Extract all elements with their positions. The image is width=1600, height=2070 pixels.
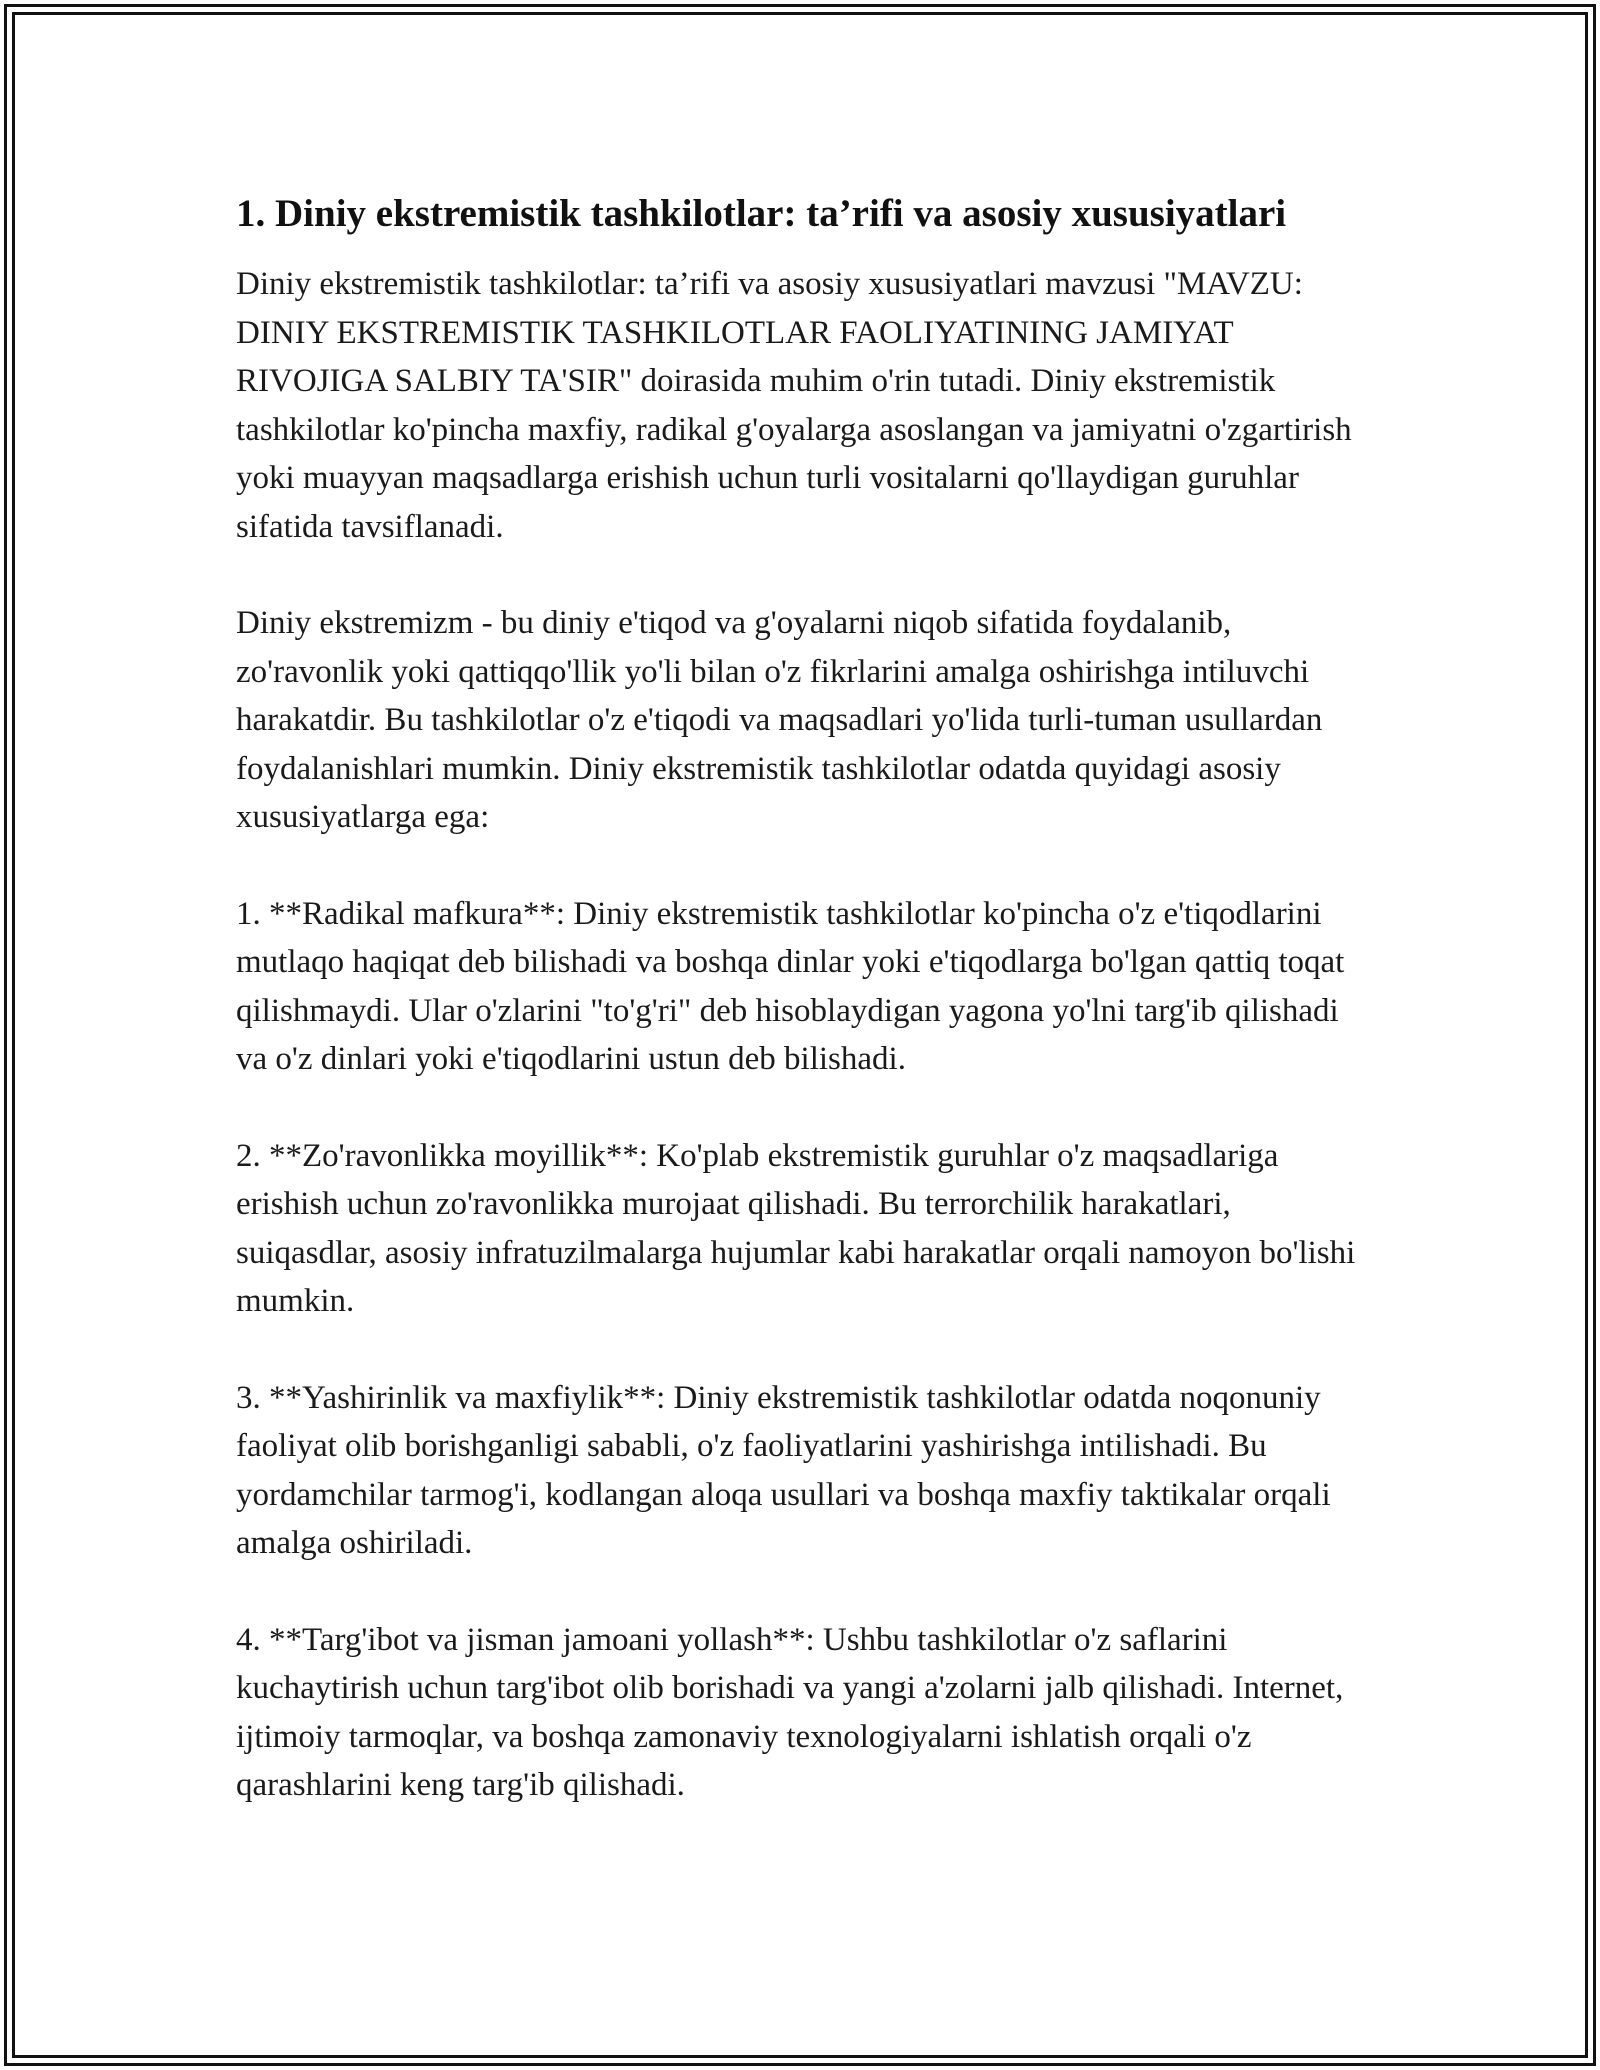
section-heading: 1. Diniy ekstremistik tashkilotlar: ta’rifi va asosiy xususiyatlari xyxy=(236,192,1287,235)
paragraph-item-2: 2. **Zo'ravonlikka moyillik**: Ko'plab ekstremistik guruhlar o'z maqsadlariga erishish uchun zo'ravonlikka murojaat qilishadi. Bu terrorchilik harakatlari, suiqasdlar, asosiy infratuzilmalarga hujumlar kabi harakatlar orqali namoyon bo'lishi mumkin. xyxy=(236,1137,1356,1319)
document-body xyxy=(236,188,1376,1858)
paragraph-item-1: 1. **Radikal mafkura**: Diniy ekstremistik tashkilotlar ko'pincha o'z e'tiqodlarini mutlaqo haqiqat deb bilishadi va boshqa dinlar yoki e'tiqodlarga bo'lgan qattiq toqat qilishmaydi. Ular o'zlarini "to'g'ri" deb hisoblaydigan yagona yo'lni targ'ib qilishadi va o'z dinlari yoki e'tiqodlarini ustun deb bilishadi. xyxy=(236,895,1345,1077)
paragraph-item-4: 4. **Targ'ibot va jisman jamoani yollash**: Ushbu tashkilotlar o'z saflarini kuchaytirish uchun targ'ibot olib borishadi va yangi a'zolarni jalb qilishadi. Internet, ijtimoiy tarmoqlar, va boshqa zamonaviy texnologiyalarni ishlatish orqali o'z qarashlarini keng targ'ib qilishadi. xyxy=(236,1621,1344,1803)
paragraph-item-3: 3. **Yashirinlik va maxfiylik**: Diniy ekstremistik tashkilotlar odatda noqonuniy faoliyat olib borishganligi sababli, o'z faoliyatlarini yashirishga intilishadi. Bu yordamchilar tarmog'i, kodlangan aloqa usullari va boshqa maxfiy taktikalar orqali amalga oshiriladi. xyxy=(236,1379,1331,1561)
paragraph-definition: Diniy ekstremizm - bu diniy e'tiqod va g'oyalarni niqob sifatida foydalanib, zo'ravonlik yoki qattiqqo'llik yo'li bilan o'z fikrlarini amalga oshirishga intiluvchi harakatdir. Bu tashkilotlar o'z e'tiqodi va maqsadlari yo'lida turli-tuman usullardan foydalanishlari mumkin. Diniy ekstremistik tashkilotlar odatda quyidagi asosiy xususiyatlarga ega: xyxy=(236,605,1323,835)
paragraph-intro: Diniy ekstremistik tashkilotlar: ta’rifi va asosiy xususiyatlari mavzusi "MAVZU: DINIY EKSTREMISTIK TASHKILOTLAR FAOLIYATINING JAMIYAT RIVOJIGA SALBIY TA'SIR" doirasida muhim o'rin tutadi. Diniy ekstremistik tashkilotlar ko'pincha maxfiy, radikal g'oyalarga asoslangan va jamiyatni o'zgartirish yoki muayyan maqsadlarga erishish uchun turli vositalarni qo'llaydigan guruhlar sifatida tavsiflanadi. xyxy=(236,266,1352,545)
